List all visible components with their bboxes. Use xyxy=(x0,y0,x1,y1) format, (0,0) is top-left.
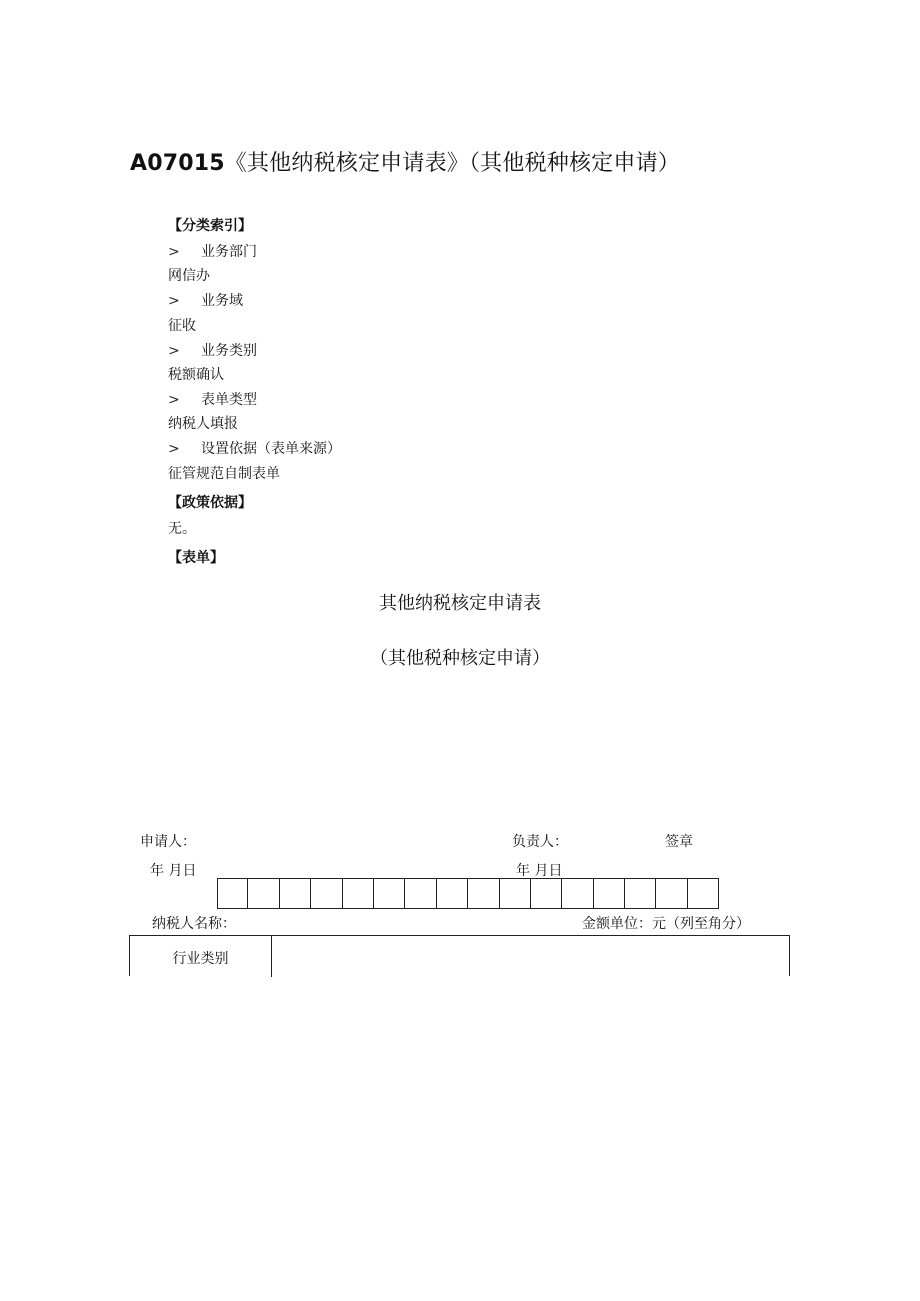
id-cell[interactable] xyxy=(405,878,436,909)
date-left: 年 月日 xyxy=(150,863,197,879)
form-title: 其他纳税核定申请表 xyxy=(379,593,541,614)
form-section-heading: 【表单】 xyxy=(168,550,224,566)
chevron-right-icon: > xyxy=(168,343,180,359)
taxpayer-id-grid xyxy=(217,878,719,909)
applicant-label: 申请人： xyxy=(140,834,196,850)
index-key-domain: > 业务域 xyxy=(168,293,243,309)
index-heading: 【分类索引】 xyxy=(168,218,252,234)
id-cell[interactable] xyxy=(500,878,531,909)
id-cell[interactable] xyxy=(217,878,248,909)
chevron-right-icon: > xyxy=(168,293,180,309)
id-cell[interactable] xyxy=(248,878,279,909)
index-value-category: 税额确认 xyxy=(168,367,224,383)
industry-label: 行业类别 xyxy=(172,951,229,967)
doc-title: 《其他纳税核定申请表》（其他税种核定申请） xyxy=(224,151,680,176)
id-cell[interactable] xyxy=(311,878,342,909)
date-right: 年 月日 xyxy=(516,863,563,879)
chevron-right-icon: > xyxy=(168,244,180,260)
amount-unit-label: 金额单位：元（列至角分） xyxy=(582,916,750,932)
id-cell[interactable] xyxy=(688,878,719,909)
index-key-department: > 业务部门 xyxy=(168,244,257,260)
chevron-right-icon: > xyxy=(168,392,180,408)
policy-text: 无。 xyxy=(168,521,196,537)
id-cell[interactable] xyxy=(374,878,405,909)
form-subtitle: （其他税种核定申请） xyxy=(370,648,550,669)
id-cell[interactable] xyxy=(625,878,656,909)
id-cell[interactable] xyxy=(280,878,311,909)
policy-heading: 【政策依据】 xyxy=(168,495,252,511)
responsible-label: 负责人： xyxy=(512,834,568,850)
id-cell[interactable] xyxy=(656,878,687,909)
id-cell[interactable] xyxy=(343,878,374,909)
form-table xyxy=(129,935,790,976)
index-value-department: 网信办 xyxy=(168,268,210,284)
page-title xyxy=(130,146,680,177)
table-divider xyxy=(271,936,272,977)
index-key-form-type: > 表单类型 xyxy=(168,392,257,408)
index-key-basis: > 设置依据（表单来源） xyxy=(168,441,341,457)
taxpayer-name-label: 纳税人名称： xyxy=(152,916,236,932)
index-value-form-type: 纳税人填报 xyxy=(168,416,238,432)
id-cell[interactable] xyxy=(594,878,625,909)
id-cell[interactable] xyxy=(468,878,499,909)
id-cell[interactable] xyxy=(437,878,468,909)
id-cell[interactable] xyxy=(531,878,562,909)
seal-label: 签章 xyxy=(665,834,693,850)
chevron-right-icon: > xyxy=(168,441,180,457)
index-key-category: > 业务类别 xyxy=(168,343,257,359)
doc-code: A07015 xyxy=(130,151,225,176)
index-value-basis: 征管规范自制表单 xyxy=(168,466,280,482)
id-cell[interactable] xyxy=(562,878,593,909)
index-value-domain: 征收 xyxy=(168,318,196,334)
